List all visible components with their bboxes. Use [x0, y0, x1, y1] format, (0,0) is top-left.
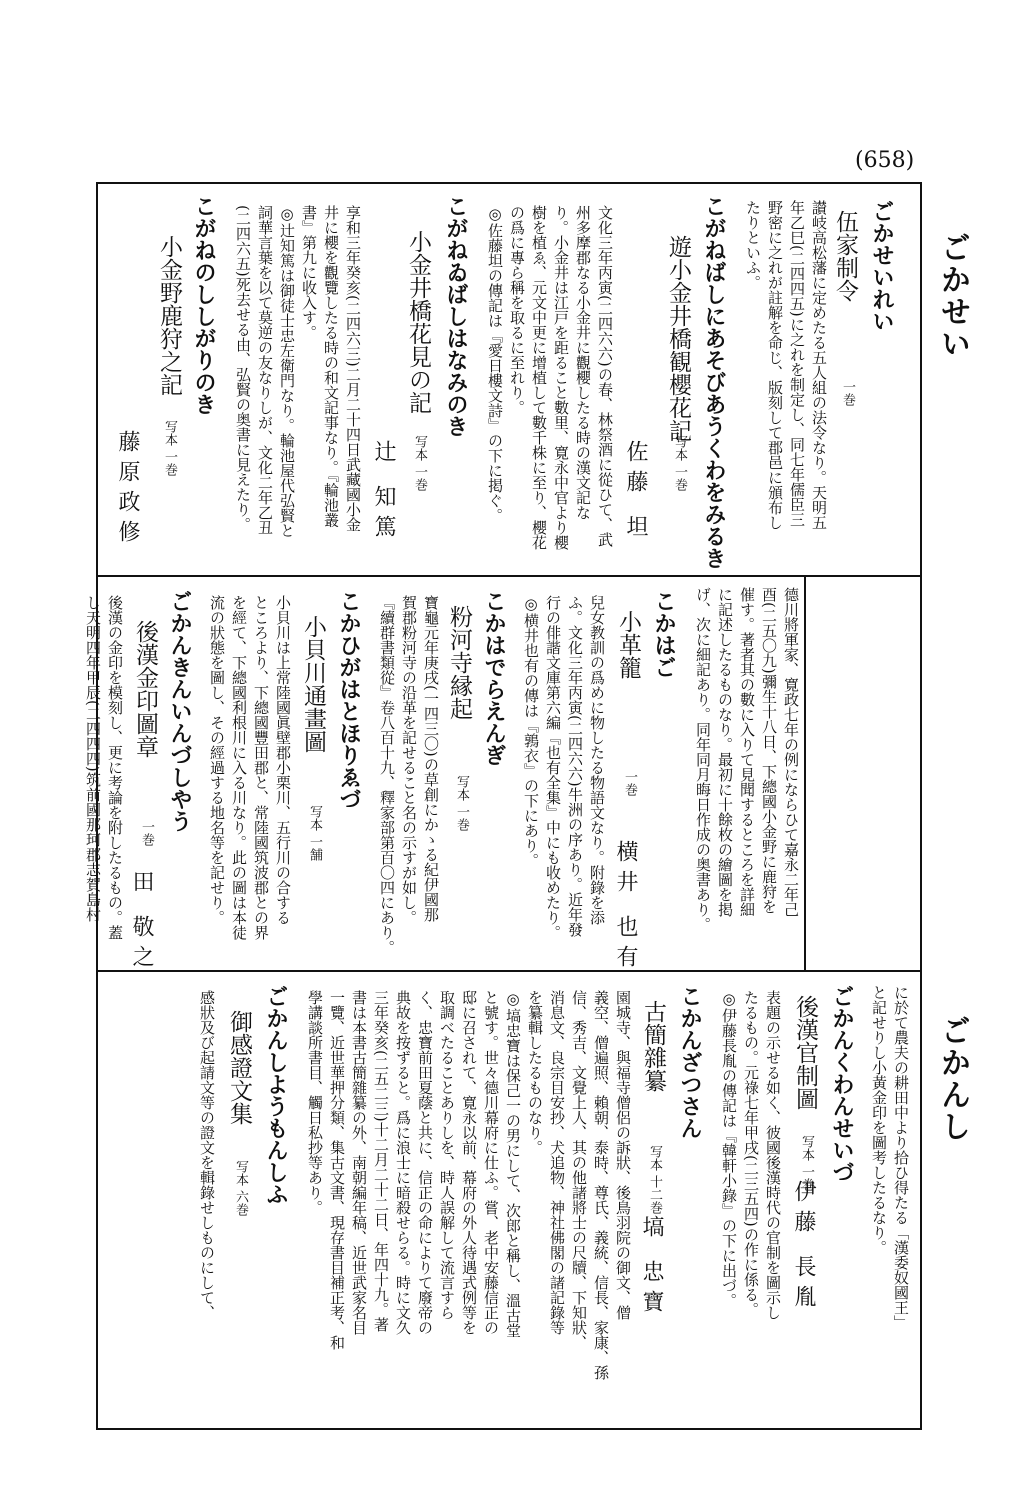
- entry-text: 行の俳諧文庫第六編『也有全集』中にも收めたり。: [544, 595, 562, 940]
- entry-heading: こがねばしにあそびあうくわをみるき: [701, 195, 726, 569]
- entry-title: 後漢金印圖章: [132, 620, 158, 758]
- entry-text: 典故を按ずると。爲に浪士に暗殺せらる。時に文久: [394, 990, 412, 1335]
- entry-text: 一覽、近世華押分類、集古文書、現存書目補正考、和: [328, 990, 346, 1350]
- entry-text: たりといふ。: [744, 200, 762, 290]
- entry-text: 州多摩郡なる小金井に觀櫻したる時の漢文記な: [574, 205, 592, 520]
- entry-heading: こがねゐばしはなみのき: [443, 195, 468, 437]
- entry-text: 享和三年癸亥(二四六三)二月二十四日武藏國小金: [344, 205, 362, 532]
- entry-heading: ごかんしようもんしふ: [263, 985, 288, 1205]
- entry-text: ◎佐藤坦の傳記は『愛日樓文詩』の下に掲ぐ。: [486, 205, 504, 523]
- entry-meta: 写本 十二巻: [647, 1145, 662, 1215]
- entry-text: 表題の示せる如く、彼國後漢時代の官制を圖示し: [764, 990, 782, 1320]
- entry-text: 小貝川は上常陸國眞壁郡小栗川、五行川の合する: [274, 595, 292, 925]
- entry-meta: 写本 一巻: [162, 420, 177, 477]
- entry-text: 井に櫻を觀覽したる時の和文記事なり。『輪池叢: [322, 205, 340, 528]
- entry-text: 德川將軍家、寛政七年の例にならひて嘉永二年己: [782, 587, 800, 917]
- entry-meta: 写本 一巻: [454, 775, 469, 832]
- entry-heading: こかはでらえんぎ: [481, 590, 506, 766]
- entry-meta: 一巻: [840, 380, 855, 406]
- entry-text: を纂輯したるものなり。: [526, 990, 544, 1155]
- divider-row1: [96, 575, 922, 577]
- entry-text: たるもの。元祿七年甲戌(二三五四)の作に係る。: [742, 990, 760, 1317]
- entry-heading: ごかせいれい: [869, 200, 894, 332]
- entry-heading: ごかんくわんせいづ: [829, 985, 854, 1183]
- entry-text: げ、次に細記あり。同年同月晦日作成の奥書あり。: [694, 587, 712, 932]
- entry-meta: 一巻: [622, 770, 637, 796]
- entry-text: ◎横井也有の傳は『鶉衣』の下にあり。: [522, 595, 540, 868]
- entry-author: 藤原政修: [115, 430, 140, 550]
- entry-text: 取調べたることありしを、時人誤解して流言すら: [438, 990, 456, 1320]
- entry-text: と號す。世々德川幕府に仕ふ。嘗、老中安藤信正の: [482, 990, 500, 1335]
- entry-text: ◎辻知篤は御徒士忠左衛門なり。輪池屋代弘賢と: [278, 205, 296, 538]
- entry-text: 消息文、良宗目安抄、犬追物、神社佛閣の諸記錄等: [548, 990, 566, 1335]
- entry-text: く、忠寶前田夏蔭と共に、信正の命によりて廢帝の: [416, 990, 434, 1335]
- entry-text: 書』第九に收入す。: [300, 205, 318, 340]
- entry-author: 伊藤 長胤: [791, 1180, 816, 1315]
- entry-title: 粉河寺縁起: [446, 605, 472, 720]
- entry-title: 御感證文集: [226, 1010, 252, 1125]
- entry-text: 書は本書古簡雜纂の外、南朝編年稿、近世武家名目: [350, 990, 368, 1335]
- entry-text: 讃岐高松藩に定めたる五人組の法令なり。天明五: [810, 200, 828, 530]
- section-tab-top: ごかせい: [935, 232, 970, 360]
- page-number: (658): [855, 148, 915, 173]
- entry-meta: 写本 一巻: [672, 435, 687, 492]
- entry-text: 酉(二五〇九)彌生十八日、下總國小金野に鹿狩を: [760, 587, 778, 914]
- entry-text: 三年癸亥(二五二三)十二月二十二日、年四十九。著: [372, 990, 390, 1332]
- entry-heading: こかひがはとほりゑづ: [336, 590, 361, 810]
- entry-title: 小金野鹿狩之記: [156, 235, 182, 396]
- entry-text: ところより、下總國豐田郡と、常陸國筑波郡との界: [252, 595, 270, 940]
- divider-col-upper: [804, 575, 806, 972]
- entry-text: 邸に召されて、寛永以前、幕府の外人待遇式例等を: [460, 990, 478, 1335]
- entry-text: 感狀及び起請文等の證文を輯錄せしものにして、: [198, 990, 216, 1320]
- entry-text: の爲に專ら稱を取るに至れり。: [508, 205, 526, 415]
- section-tab-bottom: ごかんし: [935, 1015, 970, 1143]
- entry-text: 樹を植ゑ、元文中更に增植して數千株に至り、櫻花: [530, 205, 548, 550]
- divider-row2: [96, 970, 922, 972]
- entry-title: 後漢官制圖: [792, 995, 818, 1110]
- entry-author: 田 敬之: [129, 870, 154, 975]
- entry-heading: こかんざつさん: [677, 985, 702, 1139]
- entry-text: 義空、僧遍照、賴朝、泰時、尊氏、義統、信長、家康、孫: [592, 990, 610, 1380]
- entry-title: 小金井橋花見の記: [405, 230, 431, 414]
- entry-text: 詞華言葉を以て莫逆の友なりしが、文化二年乙丑: [256, 205, 274, 535]
- entry-text: 文化三年丙寅(二四六六)の春、林祭酒に從ひて、武: [596, 205, 614, 547]
- entry-text: 兒女教訓の爲めに物したる物語文なり。附錄を添: [588, 595, 606, 925]
- entry-text: に於て農夫の耕田中より拾ひ得たる「漢委奴國王」: [892, 985, 910, 1330]
- entry-text: ◎伊藤長胤の傳記は『韓軒小錄』の下に出づ。: [720, 990, 738, 1308]
- entry-text: (二四六五)死去せる由、弘賢の奥書に見えたり。: [234, 205, 252, 532]
- entry-meta: 写本 一巻: [799, 1135, 814, 1192]
- entry-text: し天明四年甲辰(二四四四)筑前國那珂郡志賀島村: [84, 595, 102, 922]
- entry-author: 佐藤 坦: [623, 440, 648, 545]
- entry-title: 遊小金井橋観櫻花記: [665, 235, 691, 442]
- entry-text: 野密に之れが註解を命じ、版刻して郡邑に頒布し: [766, 200, 784, 530]
- entry-text: 年乙巳(二四四五)に之れを制定し、同七年儒臣三: [788, 200, 806, 527]
- entry-text: 後漢の金印を模刻し、更に考論を附したるもの。蓋: [106, 595, 124, 940]
- entry-author: 横井 也有: [613, 840, 638, 975]
- entry-text: を經て、下總國利根川に入る川なり。此の圖は本徒: [230, 595, 248, 940]
- entry-text: 寶龜元年庚戌(一四三〇)の草創にかゝる紀伊國那: [422, 595, 440, 922]
- entry-text: 『續群書類從』卷八百十九、釋家部第百〇四にあり。: [378, 595, 396, 955]
- entry-text: り。小金井は江戸を距ること數里、寛永中官より櫻: [552, 205, 570, 550]
- entry-title: 小貝川通畫圖: [300, 615, 326, 753]
- entry-heading: こがねのししがりのき: [191, 195, 216, 415]
- entry-title: 小革籠: [615, 610, 641, 679]
- entry-meta: 写本 一巻: [412, 435, 427, 492]
- entry-text: と記せりし小黃金印を圖考したるなり。: [870, 985, 888, 1255]
- entry-author: 辻 知篤: [371, 440, 396, 545]
- entry-meta: 一巻: [139, 820, 154, 846]
- entry-text: 學講談所書目、觸日私抄等あり。: [306, 990, 324, 1215]
- entry-text: ◎塙忠寶は保己一の男にして、次郎と稱し、溫古堂: [504, 990, 522, 1338]
- entry-text: ふ。文化三年丙寅(二四六六)牛洲の序あり。近年發: [566, 595, 584, 937]
- entry-text: 流の狀態を圖し、その經過する地名等を記せり。: [208, 595, 226, 925]
- entry-text: に記述したるものなり。最初に十餘枚の繪圖を掲: [716, 587, 734, 917]
- entry-meta: 写本 一舗: [307, 805, 322, 862]
- entry-text: 賀郡粉河寺の沿革を記せること名の示すが如し。: [400, 595, 418, 925]
- entry-meta: 写本 六巻: [233, 1160, 248, 1217]
- entry-text: 信、秀吉、文覺上人、其の他諸將士の尺牘、下知狀、: [570, 990, 588, 1350]
- entry-heading: ごかんきんいんづしやう: [167, 590, 192, 832]
- entry-text: 催す。著者其の數に入りて見聞するところを詳細: [738, 587, 756, 917]
- entry-heading: こかはご: [651, 590, 676, 678]
- entry-title: 古簡雜纂: [640, 1000, 666, 1092]
- entry-author: 塙 忠寶: [639, 1215, 664, 1320]
- entry-title: 伍家制令: [832, 210, 858, 302]
- entry-text: 園城寺、與福寺僧侶の訴狀、後鳥羽院の御文、僧: [614, 990, 632, 1320]
